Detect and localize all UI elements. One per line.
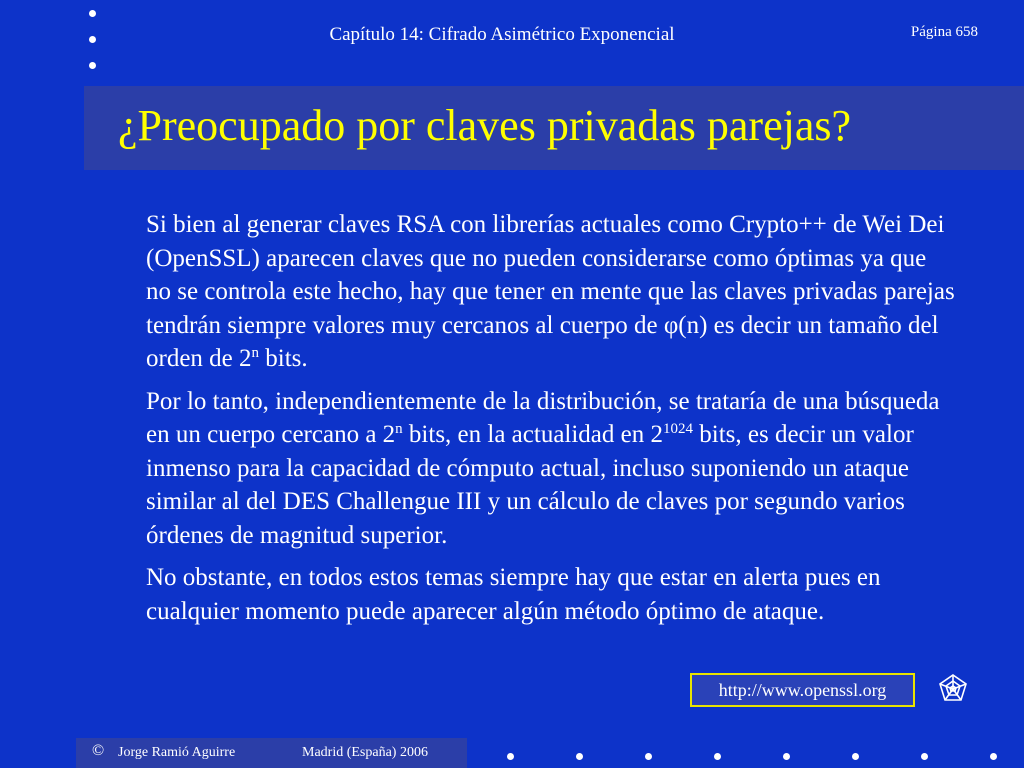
footer-author: Jorge Ramió Aguirre [118,745,236,760]
dot-icon [576,753,583,760]
paragraph-1: Si bien al generar claves RSA con librerías actuales como Crypto++ de Wei Dei (OpenSSL) aparecen claves que no pueden considerarse como óptimas ya que no se controla este hecho, hay que tener en mente que las claves privadas parejas tendrán siempre valores muy cercanos al cuerpo de φ(n) es decir un tamaño del orden de 2$^n$ bits. [146,211,955,372]
slide-title: ¿Preocupado por claves privadas parejas? [118,101,852,150]
footer-place: Madrid (España) 2006 [302,745,428,760]
paragraph-3: No obstante, en todos estos temas siempre hay que estar en alerta pues en cualquier momento puede aparecer algún método óptimo de ataque. [146,564,881,625]
dot-icon [921,753,928,760]
phi-symbol: φ [663,311,679,339]
dot-icon [852,753,859,760]
spider-web-icon[interactable] [936,672,970,706]
dot-icon [645,753,652,760]
dot-icon [990,753,997,760]
dot-icon [89,10,96,17]
page-number: Página 658 [910,24,978,40]
slide-body [146,208,956,637]
dot-icon [783,753,790,760]
decorative-dots-bottom [507,753,997,763]
dot-icon [89,62,96,69]
openssl-link[interactable]: http://www.openssl.org [690,673,915,707]
chapter-header: Capítulo 14: Cifrado Asimétrico Exponencial [329,24,675,45]
decorative-dots-left [89,10,99,88]
dot-icon [507,753,514,760]
paragraph-2: Por lo tanto, independientemente de la distribución, se trataría de una búsqueda en un cuerpo cercano a 2$^n$ bits, en la actualidad en $2^{1024}$ bits, es decir un valor inmenso para la capacidad de cómputo actual, incluso suponiendo un ataque similar al del DES Challengue III y un cálculo de claves por segundo varios órdenes de magnitud superior. [146,387,940,549]
copyright-symbol: © [92,742,105,759]
dot-icon [714,753,721,760]
